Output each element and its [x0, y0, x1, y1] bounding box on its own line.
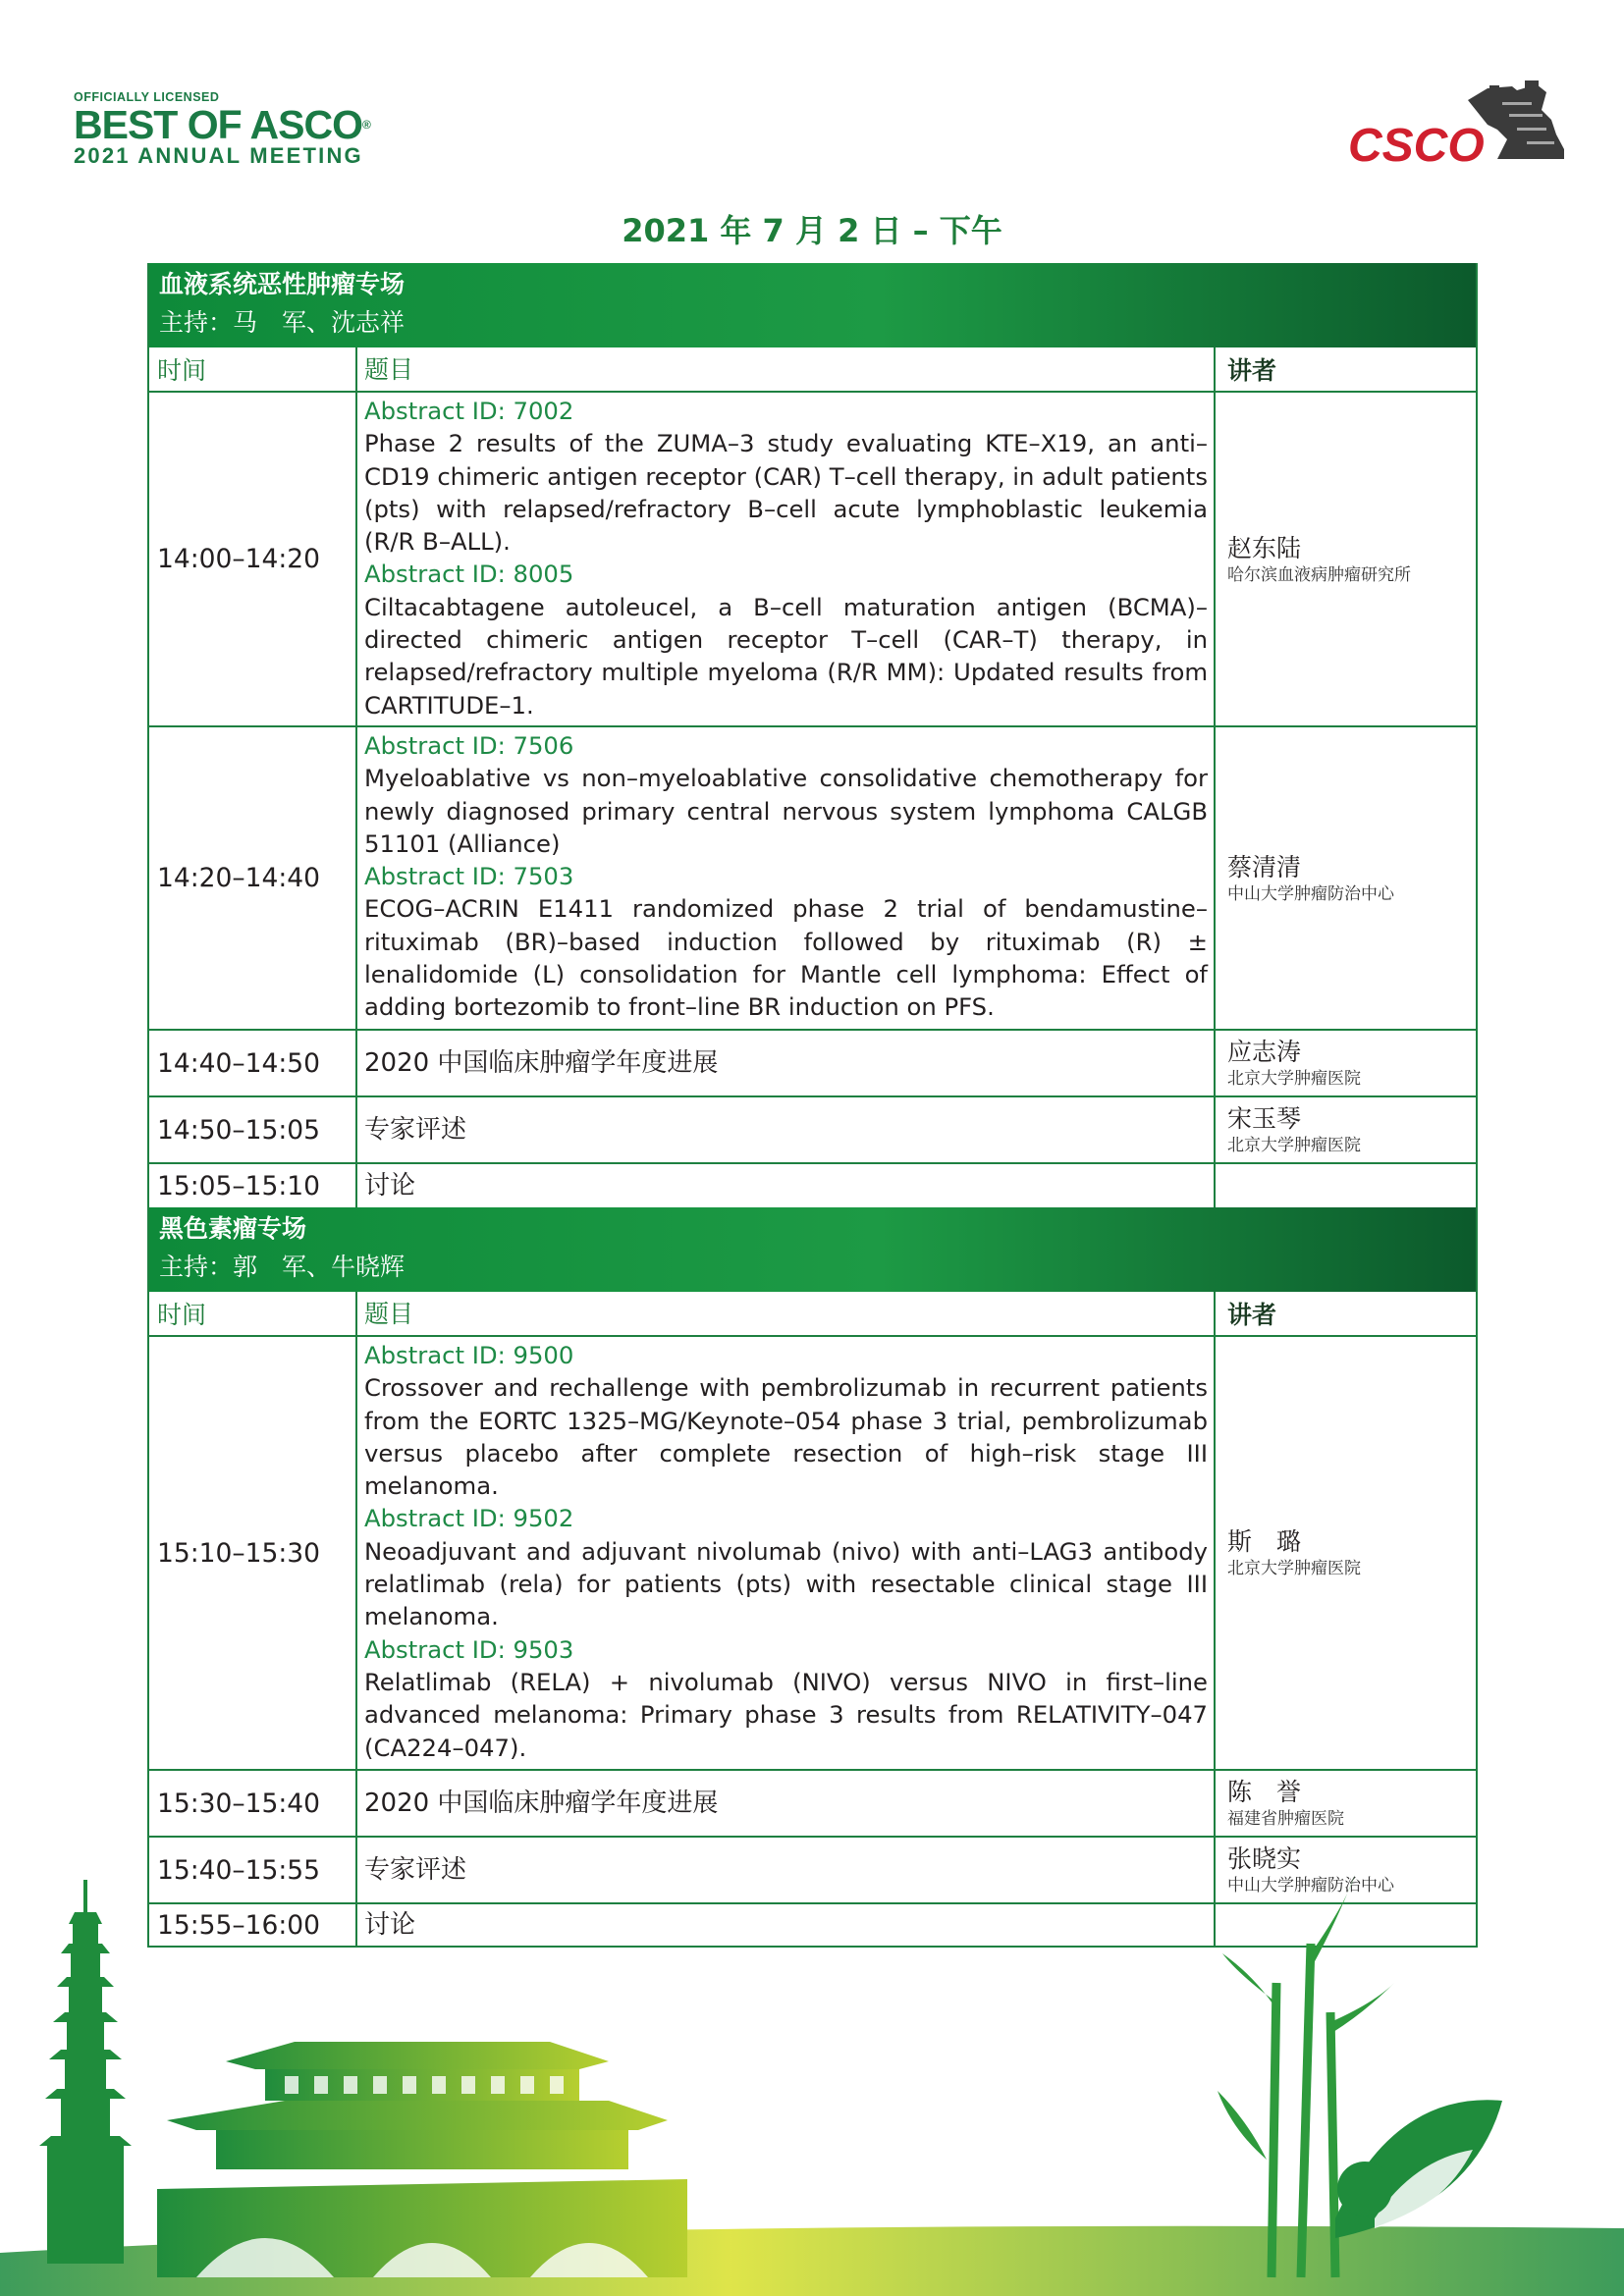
topic-cell: 专家评述	[357, 1097, 1216, 1162]
abstract-title: Relatlimab (RELA) + nivolumab (NIVO) versus NIVO in first–line advanced melanoma: Primary phase 3 results from RELATIVITY–047 (CA224–047).	[364, 1667, 1208, 1762]
table-row	[149, 1097, 1476, 1164]
table-row	[149, 727, 1476, 1031]
abstract-title: Neoadjuvant and adjuvant nivolumab (nivo) with anti–LAG3 antibody relatlimab (rela) for patients (pts) with resectable clinical stage III melanoma.	[364, 1536, 1208, 1631]
col-topic: 题目	[357, 1292, 1216, 1335]
topic-cell	[357, 727, 1216, 1029]
time-slot: 15:40–15:55	[149, 1838, 357, 1902]
footer-illustration	[0, 1865, 1624, 2296]
abstract-id: Abstract ID: 9500	[364, 1341, 574, 1369]
time-slot: 15:10–15:30	[149, 1337, 357, 1769]
speaker-name: 应志涛	[1227, 1038, 1302, 1066]
col-topic: 题目	[357, 347, 1216, 391]
session-header	[149, 1207, 1476, 1292]
abstract-id: Abstract ID: 9502	[364, 1504, 574, 1533]
topic-cell: 2020 中国临床肿瘤学年度进展	[357, 1031, 1216, 1095]
csco-logo	[1340, 80, 1566, 174]
speaker-institution: 中山大学肿瘤防治中心	[1227, 1876, 1394, 1896]
column-header-row	[149, 347, 1476, 393]
speaker-cell	[1216, 393, 1476, 725]
session-header	[149, 263, 1476, 347]
speaker-institution: 北京大学肿瘤医院	[1227, 1559, 1361, 1578]
topic-cell: 讨论	[357, 1164, 1216, 1207]
col-time: 时间	[149, 347, 357, 391]
abstract-title: Phase 2 results of the ZUMA–3 study evaluating KTE–X19, an anti–CD19 chimeric antigen receptor (CAR) T–cell therapy, in adult patients (pts) with relapsed/refractory B–cell acute lymphoblastic leukemia (R/R B–ALL).	[364, 429, 1208, 557]
speaker-name: 张晓实	[1227, 1844, 1302, 1873]
speaker-cell	[1216, 1337, 1476, 1769]
session-title: 黑色素瘤专场	[159, 1214, 307, 1243]
time-slot: 15:55–16:00	[149, 1904, 357, 1946]
col-time: 时间	[149, 1292, 357, 1335]
col-speaker: 讲者	[1227, 356, 1277, 385]
session-host: 主持：马 军、沈志祥	[159, 308, 406, 337]
col-speaker: 讲者	[1227, 1301, 1277, 1329]
table-row	[149, 393, 1476, 727]
page-title: 2021 年 7 月 2 日 – 下午	[622, 212, 1002, 249]
abstract-id: Abstract ID: 7002	[364, 397, 574, 425]
session-hematology	[147, 263, 1478, 1207]
time-slot: 14:40–14:50	[149, 1031, 357, 1095]
topic-cell: 讨论	[357, 1904, 1216, 1946]
pagoda-icon	[39, 1880, 132, 2264]
speaker-cell	[1216, 727, 1476, 1029]
asco-meeting-text: 2021 ANNUAL MEETING	[74, 143, 363, 168]
topic-cell: 2020 中国临床肿瘤学年度进展	[357, 1771, 1216, 1836]
abstract-title: ECOG–ACRIN E1411 randomized phase 2 trial of bendamustine–rituximab (BR)–based induction followed by rituximab (R) ± lenalidomide (L) consolidation for Mantle cell lymphoma: Effect of adding bortezomib to front–line BR induction on PFS.	[364, 894, 1208, 1022]
abstract-id: Abstract ID: 9503	[364, 1634, 574, 1664]
speaker-name: 斯 璐	[1227, 1527, 1302, 1556]
topic-cell	[357, 393, 1216, 725]
column-header-row	[149, 1292, 1476, 1337]
speaker-institution: 中山大学肿瘤防治中心	[1227, 883, 1394, 904]
speaker-cell	[1216, 1164, 1476, 1207]
speaker-name: 蔡清清	[1227, 852, 1302, 881]
table-row	[149, 1031, 1476, 1097]
speaker-name: 宋玉琴	[1227, 1104, 1302, 1133]
time-slot: 15:30–15:40	[149, 1771, 357, 1836]
session-title: 血液系统恶性肿瘤专场	[159, 270, 406, 298]
abstract-id: Abstract ID: 7503	[364, 862, 574, 891]
speaker-institution: 北京大学肿瘤医院	[1227, 1069, 1361, 1089]
topic-cell	[357, 1337, 1216, 1769]
abstract-id: Abstract ID: 7506	[364, 731, 574, 760]
time-slot: 14:00–14:20	[149, 393, 357, 725]
table-row	[149, 1337, 1476, 1771]
abstract-title: Crossover and rechallenge with pembrolizumab in recurrent patients from the EORTC 1325–MG/Keynote–054 phase 3 trial, pembrolizumab versus placebo after complete resection of high–risk stage III melanoma.	[364, 1373, 1208, 1501]
abstract-title: Myeloablative vs non–myeloablative consolidative chemotherapy for newly diagnosed primary central nervous system lymphoma CALGB 51101 (Alliance)	[364, 764, 1208, 858]
speaker-institution: 北京大学肿瘤医院	[1227, 1136, 1361, 1155]
bridge-building-icon	[157, 2042, 687, 2277]
speaker-name: 赵东陆	[1227, 533, 1302, 562]
topic-cell: 专家评述	[357, 1838, 1216, 1902]
time-slot: 14:50–15:05	[149, 1097, 357, 1162]
speaker-cell	[1216, 1031, 1476, 1095]
abstract-id: Abstract ID: 8005	[364, 560, 574, 589]
abstract-title: Ciltacabtagene autoleucel, a B–cell maturation antigen (BCMA)–directed chimeric antigen receptor T–cell (CAR–T) therapy, in relapsed/refractory multiple myeloma (R/R MM): Updated results from CARTITUDE–1.	[364, 592, 1208, 720]
speaker-institution: 福建省肿瘤医院	[1227, 1809, 1344, 1829]
leaf-icon	[1335, 2100, 1502, 2238]
asco-licensed-text: OFFICIALLY LICENSED	[74, 90, 220, 104]
time-slot: 15:05–15:10	[149, 1164, 357, 1207]
session-host: 主持：郭 军、牛晓辉	[159, 1253, 406, 1281]
asco-best-of-text: BEST OF ASCO®	[74, 102, 371, 147]
csco-logo-text: CSCO	[1348, 120, 1485, 172]
time-slot: 14:20–14:40	[149, 727, 357, 1029]
speaker-cell	[1216, 1771, 1476, 1836]
speaker-name: 陈 誉	[1227, 1778, 1302, 1806]
speaker-cell	[1216, 1097, 1476, 1162]
table-row	[149, 1164, 1476, 1207]
session-melanoma	[147, 1207, 1478, 1948]
table-row	[149, 1771, 1476, 1838]
speaker-institution: 哈尔滨血液病肿瘤研究所	[1227, 564, 1411, 585]
best-of-asco-logo	[74, 90, 398, 169]
